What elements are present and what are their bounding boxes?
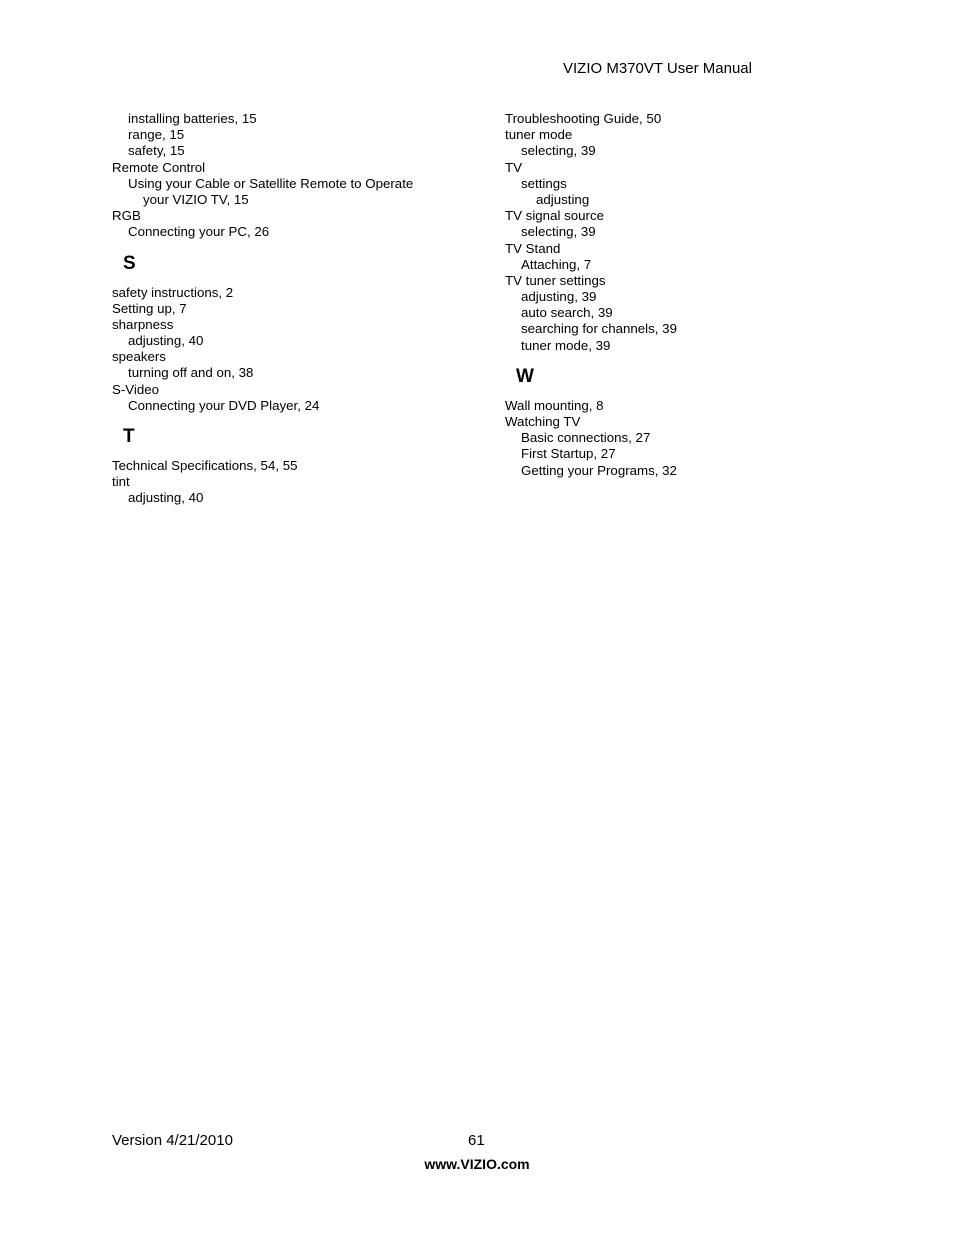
index-subentry: range, 15 [128,127,185,143]
website-url: www.VIZIO.com [424,1156,530,1172]
index-entry: tint [112,474,130,490]
index-subentry: adjusting, 40 [128,490,204,506]
index-entry: tuner mode [505,127,573,143]
index-entry: sharpness [112,316,174,332]
index-subentry: Basic connections, 27 [521,430,651,446]
index-subentry: safety, 15 [128,143,185,159]
index-subentry: turning off and on, 38 [128,365,254,381]
index-subentry: Getting your Programs, 32 [521,462,677,478]
index-subentry: Using your Cable or Satellite Remote to Operate [128,175,414,191]
index-entry: TV Stand [505,240,561,256]
index-entry: S-Video [112,381,160,397]
index-subentry: selecting, 39 [521,224,596,240]
index-subentry: adjusting, 39 [521,289,597,305]
index-subentry: adjusting [536,191,590,207]
index-entry: Troubleshooting Guide, 50 [505,111,662,126]
index-entry: Setting up, 7 [112,300,187,316]
index-section-letter: W [516,365,534,387]
index-subentry: adjusting, 40 [128,333,204,349]
index-entry: Technical Specifications, 54, 55 [112,458,298,473]
index-entry: TV signal source [505,208,605,224]
index-subentry: your VIZIO TV, 15 [143,191,249,207]
index-column-right [505,111,845,479]
index-column-left [112,111,452,507]
index-entry: speakers [112,349,166,365]
version-text: Version 4/21/2010 [112,1132,233,1149]
index-subentry: tuner mode, 39 [521,337,611,353]
index-subentry: Connecting your PC, 26 [128,224,270,240]
index-entry: safety instructions, 2 [112,284,234,300]
page-number: 61 [468,1132,485,1149]
index-subentry: First Startup, 27 [521,446,616,462]
index-subentry: selecting, 39 [521,143,596,159]
index-entry: Remote Control [112,159,206,175]
index-subentry: settings [521,175,567,191]
index-section-letter: S [123,252,136,274]
index-entry: RGB [112,208,141,224]
index-subentry: Connecting your DVD Player, 24 [128,397,320,413]
index-subentry: auto search, 39 [521,305,613,321]
index-subentry: searching for channels, 39 [521,321,677,337]
index-entry: Watching TV [505,414,581,429]
manual-title: VIZIO M370VT User Manual [563,60,752,77]
index-entry: TV [505,159,522,175]
index-subentry: installing batteries, 15 [128,111,257,126]
index-section-letter: T [123,426,135,447]
index-entry: Wall mounting, 8 [505,397,604,413]
index-entry: TV tuner settings [505,272,606,288]
index-subentry: Attaching, 7 [521,256,592,272]
